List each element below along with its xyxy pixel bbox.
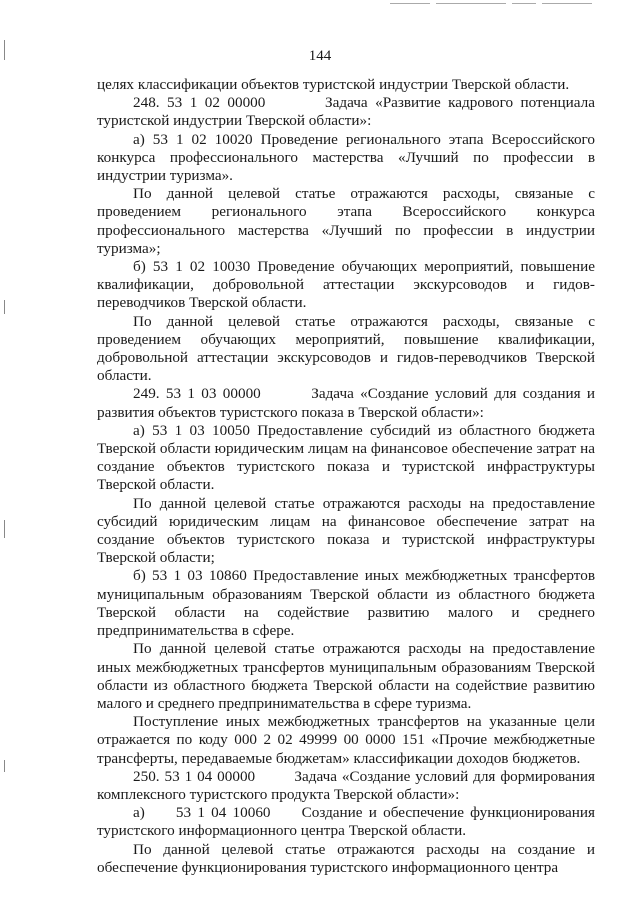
- paragraph: По данной целевой статье отражаются расходы на создание и обеспечение функционирования туристского информационного центра: [97, 840, 595, 876]
- paragraph: Поступление иных межбюджетных трансфертов на указанные цели отражается по коду 000 2 02 49999 00 0000 151 «Прочие межбюджетные трансферты, передаваемые бюджетам» классификации доходов бюджетов.: [97, 713, 595, 767]
- scan-margin-mark: [4, 520, 5, 538]
- paragraph: а) 53 1 02 10020 Проведение регионального этапа Всероссийского конкурса профессионального мастерства «Лучший по профессии в индустрии туризма».: [97, 130, 595, 185]
- paragraph: а) 53 1 04 10060 Создание и обеспечение функционирования туристского информационного центра Тверской области.: [97, 804, 599, 840]
- page-number: 144: [308, 48, 332, 64]
- paragraph: 250. 53 1 04 00000 Задача «Создание условий для формирования комплексного туристского продукта Тверской области»:: [97, 767, 599, 803]
- paragraph: По данной целевой статье отражаются расходы, связаные с проведением регионального этапа Всероссийского конкурса профессионального мастерства «Лучший по профессии в индустрии туризма»;: [97, 185, 595, 257]
- paragraph: целях классификации объектов туристской индустрии Тверской области.: [97, 76, 570, 93]
- scan-margin-mark: [4, 300, 5, 314]
- scan-artifact-marks: [390, 3, 620, 7]
- paragraph: 248. 53 1 02 00000 Задача «Развитие кадрового потенциала туристской индустрии Тверской области»:: [97, 94, 599, 130]
- paragraph: б) 53 1 03 10860 Предоставление иных межбюджетных трансфертов муниципальным образованиям Тверской области из областного бюджета Тверской области на содействие развитию малого и среднего предпринимательства в сфере.: [97, 567, 595, 640]
- scan-margin-mark: [4, 760, 5, 772]
- paragraph: По данной целевой статье отражаются расходы, связаные с проведением обучающих мероприятий, повышение квалификации, добровольной аттестации экскурсоводов и гидов-переводчиков Тверской области.: [97, 312, 595, 385]
- paragraph: По данной целевой статье отражаются расходы на предоставление субсидий юридическим лицам на финансовое обеспечение затрат на создание объектов туристского показа и туристской инфраструктуры Тверской области;: [97, 494, 595, 567]
- paragraph: По данной целевой статье отражаются расходы на предоставление иных межбюджетных трансфертов муниципальным образованиям Тверской области из областного бюджета Тверской области на содействие развитию малого и среднего предпринимательства в сфере туризма.: [97, 640, 595, 712]
- paragraph: 249. 53 1 03 00000 Задача «Создание условий для создания и развития объектов туристского показа в Тверской области»:: [97, 385, 599, 421]
- paragraph: б) 53 1 02 10030 Проведение обучающих мероприятий, повышение квалификации, добровольной аттестации экскурсоводов и гидов-переводчиков Тверской области.: [97, 258, 595, 312]
- paragraph: а) 53 1 03 10050 Предоставление субсидий из областного бюджета Тверской области юридическим лицам на финансовое обеспечение затрат на создание объектов туристского показа и туристской инфраструктуры Тверской области.: [97, 421, 595, 494]
- document-body: [97, 76, 599, 877]
